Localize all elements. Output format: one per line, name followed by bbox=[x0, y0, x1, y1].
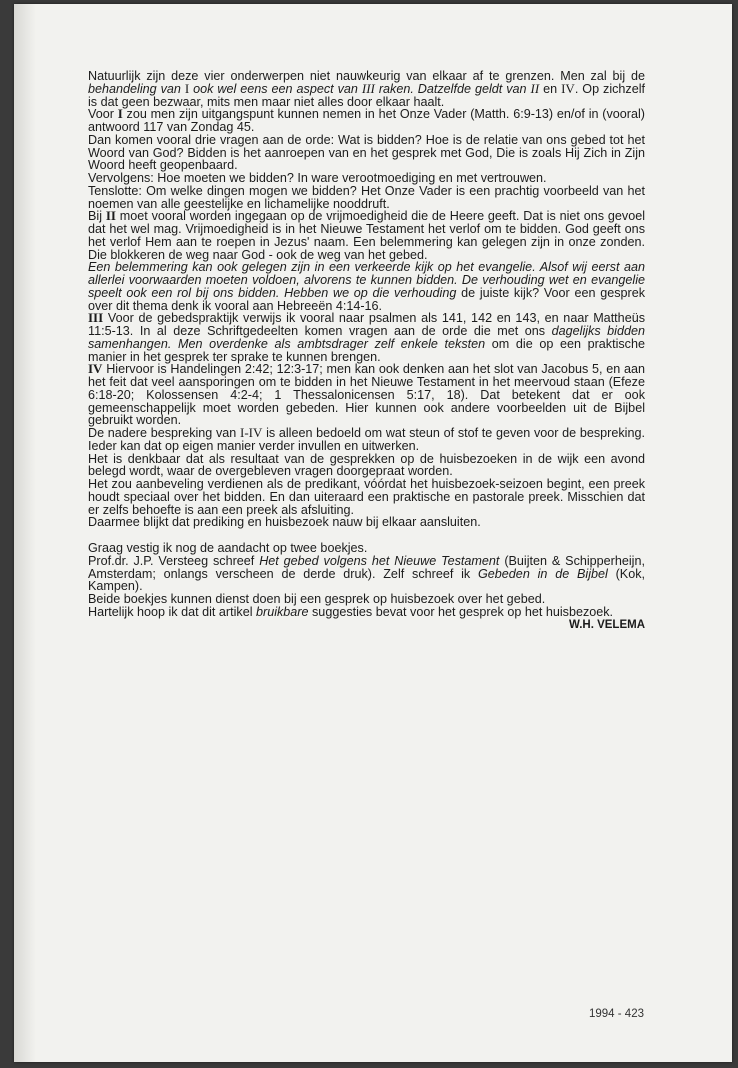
page-binding-shadow bbox=[14, 4, 36, 1062]
paragraph: IV Hiervoor is Handelingen 2:42; 12:3-17; men kan ook denken aan het slot van Jacobus 5, en aan het feit dat veel aansporingen om te bidden in het Nieuwe Testament in het meervoud staan (Efeze 6:18-20; Kolossensen 4:2-4; 1 Thessalonicensen 5:17, 18). Dat betekent dat er ook gemeenschappelijk moet worden gebeden. Hier kunnen ook andere voorbeelden uit de Bijbel gebruikt worden. bbox=[88, 361, 645, 428]
paragraph: Beide boekjes kunnen dienst doen bij een gesprek op huisbezoek over het gebed. bbox=[88, 592, 546, 606]
paragraph: III Voor de gebedspraktijk verwijs ik vooral naar psalmen als 141, 142 en 143, en naar Mattheüs 11:5-13. In al deze Schriftgedeelten komen vragen aan de orde die met ons dagelijks bidden samenhangen. Men overdenke als ambtsdrager zelf enkele teksten om die op een praktische manier in het gesprek ter sprake te kunnen brengen. bbox=[88, 310, 645, 364]
paragraph: Tenslotte: Om welke dingen mogen we bidden? Het Onze Vader is een prachtig voorbeeld van het noemen van alle geestelijke en lichamelijke nooddruft. bbox=[88, 183, 645, 211]
paragraph: Bij II moet vooral worden ingegaan op de vrijmoedigheid die de Heere geeft. Dat is niet ons gevoel dat het wel mag. Vrijmoedigheid is in het Nieuwe Testament het verlof om te bidden. God geeft ons het verlof Hem aan te roepen in Jezus' naam. Een belemmering kan gelegen zijn in onze zonden. Die blokkeren de weg naar God - ook de weg van het gebed. bbox=[88, 208, 646, 262]
paragraph: Daarmee blijkt dat prediking en huisbezoek nauw bij elkaar aansluiten. bbox=[88, 515, 481, 530]
paragraph: Voor I zou men zijn uitgangspunt kunnen nemen in het Onze Vader (Matth. 6:9-13) en/of in (vooral) antwoord 117 van Zondag 45. bbox=[88, 106, 645, 134]
article-body bbox=[88, 70, 645, 631]
paragraph: Prof.dr. J.P. Versteeg schreef Het gebed volgens het Nieuwe Testament (Buijten & Schipperheijn, Amsterdam; onlangs verscheen de derde druk). Zelf schreef ik Gebeden in de Bijbel (Kok, Kampen). bbox=[88, 553, 645, 594]
page-number: 1994 - 423 bbox=[589, 1008, 644, 1020]
author-signature: W.H. VELEMA bbox=[568, 618, 645, 631]
paragraph: Natuurlijk zijn deze vier onderwerpen niet nauwkeurig van elkaar af te grenzen. Men zal bij de behandeling van I ook wel eens een aspect van III raken. Datzelfde geldt van II en IV. Op zichzelf is dat geen bezwaar, mits men maar niet alles door elkaar haalt. bbox=[88, 69, 646, 109]
paragraph: De nadere bespreking van I-IV is alleen bedoeld om wat steun of stof te geven voor de bespreking. Ieder kan dat op eigen manier verder invullen en uitwerken. bbox=[88, 425, 645, 453]
paragraph: Het is denkbaar dat als resultaat van de gesprekken op de huisbezoeken in de wijk een avond belegd wordt, waar de overgebleven vragen doorgepraat worden. bbox=[88, 451, 645, 479]
paragraph: Graag vestig ik nog de aandacht op twee boekjes. bbox=[88, 541, 368, 555]
paragraph: Vervolgens: Hoe moeten we bidden? In ware verootmoediging en met vertrouwen. bbox=[88, 171, 547, 185]
paragraph: Een belemmering kan ook gelegen zijn in een verkeerde kijk op het evangelie. Alsof wij eerst aan allerlei voorwaarden moeten voldoen, alvorens te kunnen bidden. De verhouding wet en evangelie speelt ook een rol bij ons bidden. Hebben we op die verhouding de juiste kijk? Voor een gesprek over dit thema denk ik vooral aan Hebreeën 4:14-16. bbox=[88, 260, 645, 313]
document-page bbox=[14, 4, 732, 1062]
paragraph: Hartelijk hoop ik dat dit artikel bruikbare suggesties bevat voor het gesprek op het huisbezoek. bbox=[88, 604, 614, 619]
paragraph: Dan komen vooral drie vragen aan de orde: Wat is bidden? Hoe is de relatie van ons gebed tot het Woord van God? Bidden is het aanroepen van en het gesprek met God, Die is zoals Hij Zich in Zijn Woord heeft geopenbaard. bbox=[88, 132, 645, 173]
paragraph: Het zou aanbeveling verdienen als de predikant, vóórdat het huisbezoek-seizoen begint, een preek houdt speciaal over het bidden. En dan uiteraard een praktische en pastorale preek. Misschien dat er zelfs behoefte is aan een preek als afsluiting. bbox=[88, 477, 645, 517]
